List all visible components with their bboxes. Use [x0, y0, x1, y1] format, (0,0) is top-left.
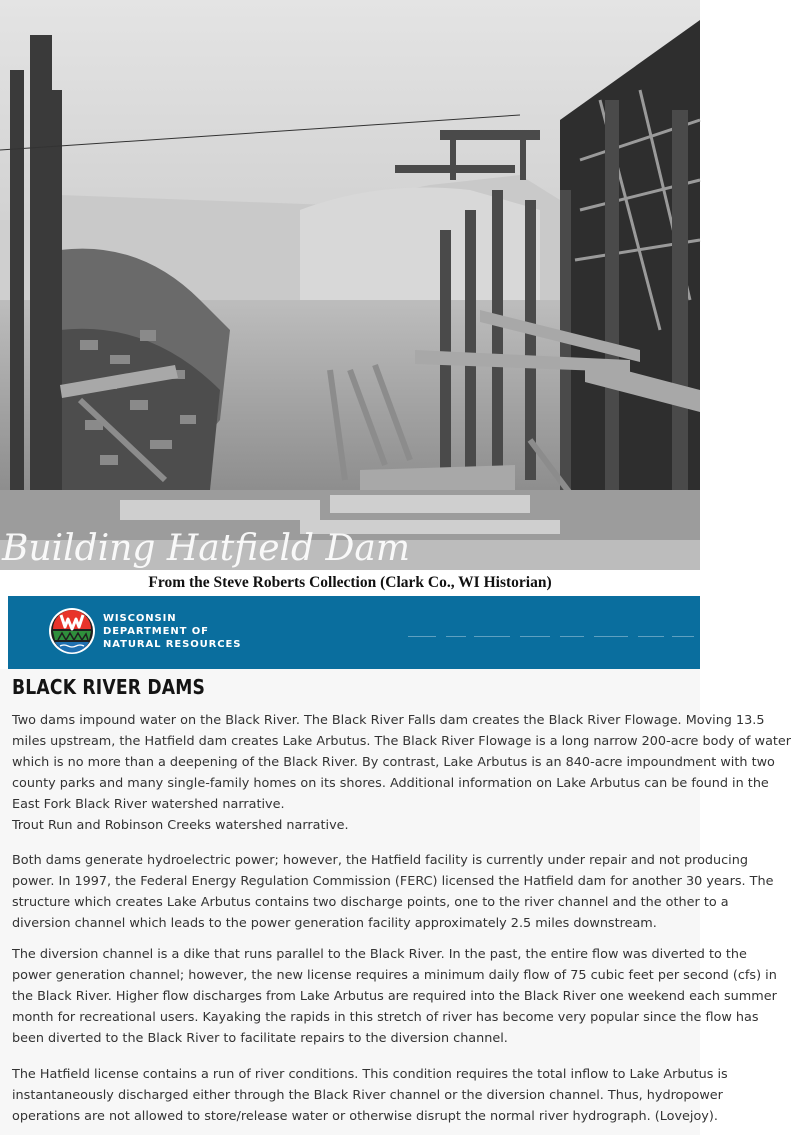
paragraph-diversion-channel	[12, 944, 777, 1049]
text-line: which is no more than a deepening of the Black River. By contrast, Lake Arbutus is an 840-acre impoundment with two	[12, 755, 775, 770]
text-line: been diverted to the Black River to facilitate repairs to the diversion channel.	[12, 1031, 508, 1046]
text-line: power generation channel; however, the new license requires a minimum daily flow of 75 cubic feet per second (cfs) in	[12, 968, 777, 983]
nav-placeholder[interactable]	[560, 636, 584, 637]
paragraph-intro	[12, 710, 791, 836]
east-fork-watershed-link[interactable]: East Fork Black River watershed narrative.	[12, 797, 285, 812]
text-line: instantaneously discharged either through the Black River channel or the diversion channel. Thus, hydropower	[12, 1088, 723, 1103]
nav-placeholder[interactable]	[672, 636, 694, 637]
trout-run-watershed-link[interactable]: Trout Run and Robinson Creeks watershed narrative.	[12, 818, 349, 833]
text-line: miles upstream, the Hatfield dam creates Lake Arbutus. The Black River Flowage is a long narrow 200-acre body of water	[12, 734, 791, 749]
agency-line-3: NATURAL RESOURCES	[103, 639, 242, 650]
text-line: The diversion channel is a dike that runs parallel to the Black River. In the past, the entire flow was diverted to the	[12, 947, 747, 962]
nav-placeholder[interactable]	[638, 636, 664, 637]
handwritten-photo-caption: Building Hatfield Dam	[2, 528, 411, 569]
article-content	[0, 669, 791, 1135]
agency-line-2: DEPARTMENT OF	[103, 626, 209, 637]
nav-placeholder[interactable]	[408, 636, 436, 637]
text-line: county parks and many single-family homes on its shores. Additional information on Lake Arbutus can be found in the	[12, 776, 769, 791]
paragraph-license	[12, 1064, 728, 1127]
page-title: BLACK RIVER DAMS	[12, 675, 206, 699]
text-line: month for recreational users. Kayaking the rapids in this stretch of river has become very popular since the flow has	[12, 1010, 759, 1025]
dnr-logo-icon[interactable]	[48, 607, 96, 655]
text-line: structure which creates Lake Arbutus contains two discharge points, one to the river channel and the other to a	[12, 895, 729, 910]
photo-credit-caption: From the Steve Roberts Collection (Clark Co., WI Historian)	[148, 574, 552, 591]
text-line: power. In 1997, the Federal Energy Regulation Commission (FERC) licensed the Hatfield dam for another 30 years. The	[12, 874, 774, 889]
nav-placeholder[interactable]	[474, 636, 510, 637]
text-line: the Black River. Higher flow discharges from Lake Arbutus are required into the Black River one weekend each summer	[12, 989, 777, 1004]
paragraph-hydropower	[12, 850, 774, 934]
nav-placeholder[interactable]	[446, 636, 466, 637]
historic-dam-photo	[0, 0, 700, 570]
text-line: The Hatfield license contains a run of river conditions. This condition requires the total inflow to Lake Arbutus is	[12, 1067, 728, 1082]
nav-placeholder[interactable]	[520, 636, 550, 637]
agency-name[interactable]	[103, 612, 241, 651]
text-line: operations are not allowed to store/release water or otherwise disrupt the normal river hydrograph. (Lovejoy).	[12, 1109, 718, 1124]
text-line: Two dams impound water on the Black River. The Black River Falls dam creates the Black River Flowage. Moving 13.5	[12, 713, 765, 728]
dnr-header-banner	[8, 596, 700, 669]
text-line: diversion channel which leads to the power generation facility approximately 2.5 miles downstream.	[12, 916, 657, 931]
nav-placeholder[interactable]	[594, 636, 628, 637]
agency-line-1: WISCONSIN	[103, 613, 177, 624]
text-line: Both dams generate hydroelectric power; however, the Hatfield facility is currently under repair and not producing	[12, 853, 748, 868]
